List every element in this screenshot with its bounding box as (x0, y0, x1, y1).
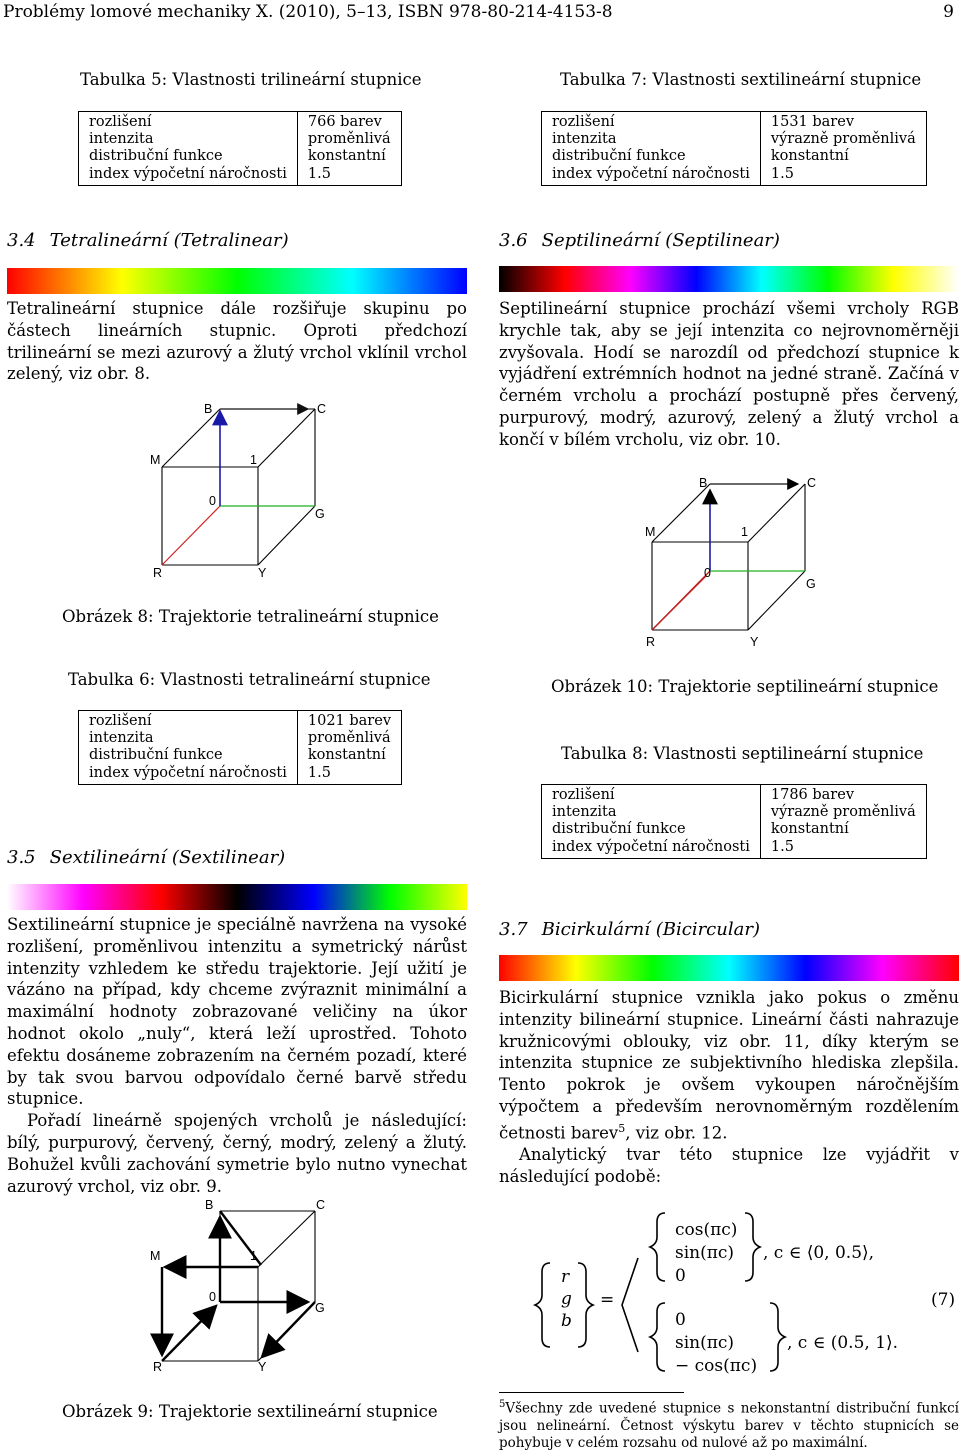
section-3-5-heading (7, 847, 285, 868)
paragraph: Bicirkulární stupnice vznikla jako pokus o změnu intenzity bilineární stupnice. Lineární části nahrazuje kružnicovými oblouky, viz obr. 11, díky kterým se intenzita stupnice ze subjektivního hlediska zlepšila. Tento pokrok je ovšem vykoupen náročnějším výpočtem a především nerovnoměrným rozdělením četnosti barev$^5$, viz obr. 12. (499, 988, 959, 1143)
lhs-b: b (561, 1311, 572, 1331)
footnote-mark: 5 (499, 1399, 506, 1410)
vertex-label-r: R (646, 635, 656, 649)
table5-labels (79, 112, 298, 186)
table-cell: rozlišení (552, 787, 615, 803)
table8-labels (542, 785, 761, 859)
vertex-label-m: M (150, 1249, 161, 1263)
footnote-ref: 5 (618, 1121, 626, 1135)
section-3-7-heading (499, 919, 760, 940)
table6-caption: Tabulka 6: Vlastnosti tetralineární stupnice (68, 670, 431, 689)
table-cell: proměnlivá (307, 131, 391, 148)
table-cell: konstantní (307, 747, 386, 764)
figure10-caption: Obrázek 10: Trajektorie septilineární stupnice (551, 677, 939, 696)
table-cell: 1531 barev (770, 114, 855, 130)
vertex-label-r: R (153, 566, 163, 580)
figure9-cube (140, 1195, 350, 1385)
table-cell: 1.5 (307, 764, 331, 781)
table-cell: intenzita (89, 730, 154, 747)
septilinear-colorbar (499, 266, 959, 292)
section-title: Tetralineární (Tetralinear) (49, 230, 289, 251)
paragraph: Pořadí lineárně spojených vrcholů je následující: bílý, purpurový, červený, černý, modrý, zelený a žlutý. Bohužel kvůli zachování symetrie bylo nutno vynechat azurový vrchol, viz obr. 9. (7, 1111, 467, 1196)
lhs-r: r (561, 1267, 570, 1287)
section-3-4-text (7, 298, 467, 385)
paragraph: Septilineární stupnice prochází všemi vrcholy RGB krychle tak, aby se její intenzita co nejrovnoměrněji zvyšovala. Hodí se narozdíl od předchozí stupnice k vyjádření extrémních hodnot na jedné straně. Začíná v černém vrcholu a prochází postupně přes červený, purpurový, modrý, azurový, zelený a žlutý vrchol a končí v bílém vrcholu, viz obr. 10. (499, 299, 959, 449)
vertex-label-0: 0 (209, 494, 216, 508)
table6-values (297, 711, 401, 785)
section-number: 3.6 (499, 230, 528, 251)
vertex-label-1: 1 (741, 525, 748, 539)
bottom-row-2: sin(πc) (675, 1333, 735, 1353)
vertex-label-m: M (150, 453, 161, 467)
vertex-label-b: B (204, 402, 213, 416)
section-number: 3.4 (7, 230, 36, 251)
running-header: Problémy lomové mechaniky X. (2010), 5–13, ISBN 978-80-214-4153-8 (3, 2, 613, 22)
bottom-row-1: 0 (675, 1310, 686, 1330)
table7 (541, 111, 927, 186)
table-cell: index výpočetní náročnosti (552, 165, 750, 182)
figure10-cube (630, 470, 840, 660)
top-condition: , c ∈ ⟨0, 0.5⟩, (763, 1243, 875, 1263)
lhs-g: g (561, 1289, 572, 1309)
table-cell: konstantní (770, 148, 849, 165)
bottom-row-3: − cos(πc) (675, 1356, 758, 1376)
vertex-label-b: B (699, 476, 708, 490)
table-cell: distribuční funkce (552, 821, 686, 838)
table-cell: 1.5 (770, 838, 794, 855)
page-number: 9 (943, 2, 954, 22)
section-3-6-heading (499, 230, 780, 251)
footnote-text: Všechny zde uvedené stupnice s nekonstantní distribuční funkcí jsou nelineární. Četnost výskytu barev v těchto stupnicích se pohybuje v celém rozsahu od nulové až po maximální. (499, 1400, 959, 1451)
table-cell: index výpočetní náročnosti (89, 764, 287, 781)
table-cell: distribuční funkce (552, 148, 686, 165)
table8-values (760, 785, 926, 859)
table-cell: konstantní (307, 148, 386, 165)
vertex-label-c: C (807, 476, 817, 490)
table-cell: výrazně proměnlivá (770, 804, 916, 821)
table-cell: index výpočetní náročnosti (89, 165, 287, 182)
table-cell: konstantní (770, 821, 849, 838)
section-title: Sextilineární (Sextilinear) (49, 847, 286, 868)
vertex-label-c: C (317, 402, 327, 416)
vertex-label-m: M (645, 525, 656, 539)
table-cell: index výpočetní náročnosti (552, 838, 750, 855)
table7-labels (542, 112, 761, 186)
table6-labels (79, 711, 298, 785)
vertex-label-g: G (315, 1301, 325, 1315)
sextilinear-colorbar (7, 884, 467, 910)
top-row-1: cos(πc) (675, 1220, 738, 1240)
section-3-6-text (499, 298, 959, 451)
paragraph: Sextilineární stupnice je speciálně navržena na vysoké rozlišení, proměnlivou intenzitu a symetrický nárůst intenzity vzhledem ke středu trajektorie. Její užití je vázáno na případ, kdy chceme zvýraznit minimální a maximální hodnoty zobrazované veličiny na úkor hodnot okolo „nuly“, která leží uprostřed. Tohoto efektu dosáneme zobrazením na černém pozadí, které by tak svou barvou odpovídalo černé barvě středu stupnice. (7, 915, 467, 1109)
top-row-3: 0 (675, 1266, 686, 1286)
table8-caption: Tabulka 8: Vlastnosti septilineární stupnice (561, 744, 924, 763)
table5 (78, 111, 402, 186)
table-cell: rozlišení (89, 114, 152, 130)
paragraph: Tetralineární stupnice dále rozšiřuje skupinu po částech lineárních stupnic. Oproti předchozí trilineární se mezi azurový a žlutý vrchol vklínil vrchol zelený, viz obr. 8. (7, 299, 467, 384)
vertex-label-y: Y (750, 635, 759, 649)
table-cell: intenzita (552, 131, 617, 148)
table-cell: intenzita (89, 131, 154, 148)
table-cell: výrazně proměnlivá (770, 131, 916, 148)
vertex-label-1: 1 (250, 1249, 257, 1263)
table-cell: rozlišení (89, 713, 152, 729)
vertex-label-1: 1 (250, 453, 257, 467)
section-number: 3.5 (7, 847, 36, 868)
table-cell: rozlišení (552, 114, 615, 130)
footnote-rule (499, 1392, 684, 1393)
section-3-5-text (7, 914, 467, 1197)
table-cell: distribuční funkce (89, 148, 223, 165)
vertex-label-c: C (316, 1198, 326, 1212)
table-cell: intenzita (552, 804, 617, 821)
figure8-cube (140, 395, 350, 590)
figure9-caption: Obrázek 9: Trajektorie sextilineární stupnice (62, 1402, 438, 1421)
vertex-label-r: R (153, 1360, 163, 1374)
section-title: Bicirkulární (Bicircular) (541, 919, 760, 940)
section-3-4-heading (7, 230, 289, 251)
vertex-label-0: 0 (704, 566, 711, 580)
table-cell: distribuční funkce (89, 747, 223, 764)
equals-sign: = (600, 1290, 615, 1310)
top-row-2: sin(πc) (675, 1243, 735, 1263)
table5-values (297, 112, 401, 186)
section-3-7-text (499, 987, 959, 1188)
table6 (78, 710, 402, 785)
table-cell: 1.5 (307, 165, 331, 182)
table-cell: proměnlivá (307, 730, 391, 747)
section-number: 3.7 (499, 919, 528, 940)
vertex-label-g: G (315, 507, 325, 521)
section-title: Septilineární (Septilinear) (541, 230, 780, 251)
table7-values (760, 112, 926, 186)
bottom-condition: , c ∈ (0.5, 1⟩. (787, 1333, 899, 1353)
table7-caption: Tabulka 7: Vlastnosti sextilineární stupnice (560, 70, 922, 89)
vertex-label-g: G (806, 577, 816, 591)
table5-caption: Tabulka 5: Vlastnosti trilineární stupnice (80, 70, 422, 89)
bicircular-colorbar (499, 955, 959, 981)
table-cell: 1786 barev (770, 787, 855, 803)
vertex-label-0: 0 (209, 1290, 216, 1304)
footnote (499, 1396, 959, 1452)
figure8-caption: Obrázek 8: Trajektorie tetralineární stupnice (62, 607, 439, 626)
table-cell: 766 barev (307, 114, 382, 130)
vertex-label-y: Y (258, 566, 267, 580)
table-cell: 1.5 (770, 165, 794, 182)
paragraph: Analytický tvar této stupnice lze vyjádřit v následující podobě: (499, 1145, 959, 1186)
table8 (541, 784, 927, 859)
vertex-label-y: Y (258, 1360, 267, 1374)
vertex-label-b: B (205, 1198, 214, 1212)
table-cell: 1021 barev (307, 713, 392, 729)
tetralinear-colorbar (7, 268, 467, 294)
equation-number: (7) (931, 1290, 956, 1310)
